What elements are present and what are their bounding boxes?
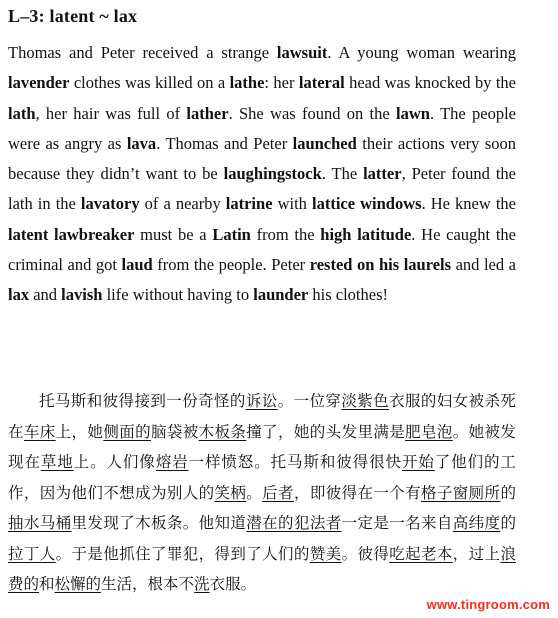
vocab-translation: 笑柄 — [214, 483, 247, 502]
site-watermark: www.tingroom.com — [426, 597, 550, 612]
vocab-translation: 熔岩 — [155, 453, 189, 471]
vocab-translation: 洗 — [194, 575, 210, 593]
body-text: 的 — [500, 483, 516, 502]
vocab-translation: 犯法者 — [293, 514, 342, 532]
body-text: 。于是他抓住了罪犯，得到了人们的 — [55, 544, 310, 563]
body-text: 和 — [39, 575, 55, 593]
vocab-translation: 淡紫色 — [341, 392, 390, 410]
english-paragraph — [8, 38, 516, 311]
vocab-translation: 吃起老本 — [389, 544, 453, 563]
vocab-word: latter — [363, 164, 402, 184]
body-text: . He caught the criminal and got — [8, 224, 516, 275]
vocab-word: laud — [121, 255, 153, 275]
vocab-word: rested on his laurels — [309, 255, 452, 275]
body-text: with — [272, 194, 312, 214]
vocab-word: latrine — [225, 194, 273, 214]
vocab-word: lawsuit — [276, 43, 328, 62]
body-text: : her — [264, 73, 299, 93]
vocab-translation: 木板条 — [198, 422, 247, 441]
vocab-word: latent lawbreaker — [8, 224, 135, 244]
body-text: 上，她 — [55, 422, 104, 441]
vocab-translation: 草地 — [40, 453, 74, 471]
body-text: 。她被发现在 — [8, 422, 516, 471]
vocab-word: Latin — [212, 224, 251, 244]
body-text: . The — [321, 164, 364, 184]
body-text: . The people were as angry as — [8, 103, 516, 153]
vocab-word: lavender — [8, 73, 70, 93]
vocab-word: lavatory — [80, 194, 140, 214]
body-text: ，过上 — [452, 544, 501, 563]
vocab-translation: 车床 — [23, 422, 56, 441]
vocab-translation: 抽水马桶 — [8, 514, 72, 532]
body-text: must be a — [134, 224, 213, 244]
lesson-heading: L–3: latent ~ lax — [8, 6, 138, 26]
body-text: 。彼得 — [341, 544, 390, 563]
body-text: clothes was killed on a — [69, 73, 230, 93]
body-text: their actions very soon because they didn’t want to be — [8, 133, 516, 184]
body-text: and led a — [451, 255, 516, 275]
body-text: Thomas and Peter received a strange — [8, 43, 277, 62]
body-text: head was knocked by the — [344, 73, 516, 93]
body-text: life without having to — [102, 285, 254, 305]
vocab-word: high latitude — [320, 224, 412, 244]
body-text: from the people. Peter — [152, 255, 310, 275]
vocab-word: lax — [8, 285, 30, 305]
vocab-translation: 后者 — [262, 483, 294, 502]
vocab-translation: 高纬度 — [452, 514, 501, 532]
vocab-translation: 肥皂泡 — [405, 422, 453, 441]
body-text: 衣服的妇女被杀死在 — [8, 392, 516, 441]
body-text: 衣服。 — [209, 575, 257, 593]
vocab-word: launder — [253, 285, 309, 305]
vocab-translation: 松懈的 — [54, 575, 102, 593]
body-text: . He knew the — [421, 194, 517, 214]
vocab-word: lath — [8, 103, 36, 123]
chinese-paragraph — [8, 386, 516, 600]
body-text: 。 — [246, 483, 263, 502]
vocab-translation: 拉丁人 — [8, 544, 56, 563]
vocab-translation: 开始 — [401, 453, 435, 471]
vocab-word: lawn — [396, 103, 430, 123]
body-text: of a nearby — [139, 194, 226, 214]
vocab-translation: 厕所 — [468, 483, 501, 502]
body-text: , Peter found the lath in the — [8, 164, 516, 214]
body-text: 托马斯和彼得接到一份奇怪的 — [39, 392, 246, 410]
body-text: 一样愤怒。托马斯和彼得很快 — [188, 453, 402, 471]
vocab-translation: 浪费的 — [8, 544, 516, 593]
body-text: 撞了，她的头发里满是 — [246, 422, 406, 441]
body-text: , her hair was full of — [35, 103, 187, 123]
body-text: . A young woman wearing — [327, 43, 517, 62]
body-text: 里发现了木板条。他知道 — [71, 514, 247, 532]
body-text: . Thomas and Peter — [156, 133, 293, 153]
vocab-word: lateral — [298, 73, 345, 93]
vocab-word: lava — [126, 133, 157, 153]
body-text: ，即彼得在一个有 — [293, 483, 422, 502]
body-text: from the — [250, 224, 321, 244]
body-text: 了他们的工作，因为他们不想成为别人的 — [8, 453, 516, 502]
vocab-word: lavish — [61, 285, 103, 305]
vocab-word: laughingstock — [223, 164, 322, 184]
body-text: 脑袋被 — [150, 422, 199, 441]
body-text: . She was found on the — [228, 103, 397, 123]
vocab-word: lattice windows — [312, 194, 422, 214]
body-text: and — [29, 285, 62, 305]
vocab-translation: 侧面的 — [103, 422, 151, 441]
body-text: 。一位穿 — [277, 392, 342, 410]
body-text: 上。人们像 — [73, 453, 156, 471]
vocab-word: lather — [186, 103, 229, 123]
vocab-word: lathe — [229, 73, 265, 93]
body-text: his clothes! — [308, 285, 388, 305]
vocab-translation: 潜在的 — [246, 514, 294, 532]
body-text: 生活，根本不 — [101, 575, 195, 593]
body-text: 的 — [500, 514, 516, 532]
vocab-translation: 赞美 — [309, 544, 342, 563]
body-text: 一定是一名来自 — [341, 514, 453, 532]
vocab-translation: 格子窗 — [421, 483, 469, 502]
vocab-translation: 诉讼 — [245, 392, 278, 410]
vocab-word: launched — [292, 133, 357, 153]
